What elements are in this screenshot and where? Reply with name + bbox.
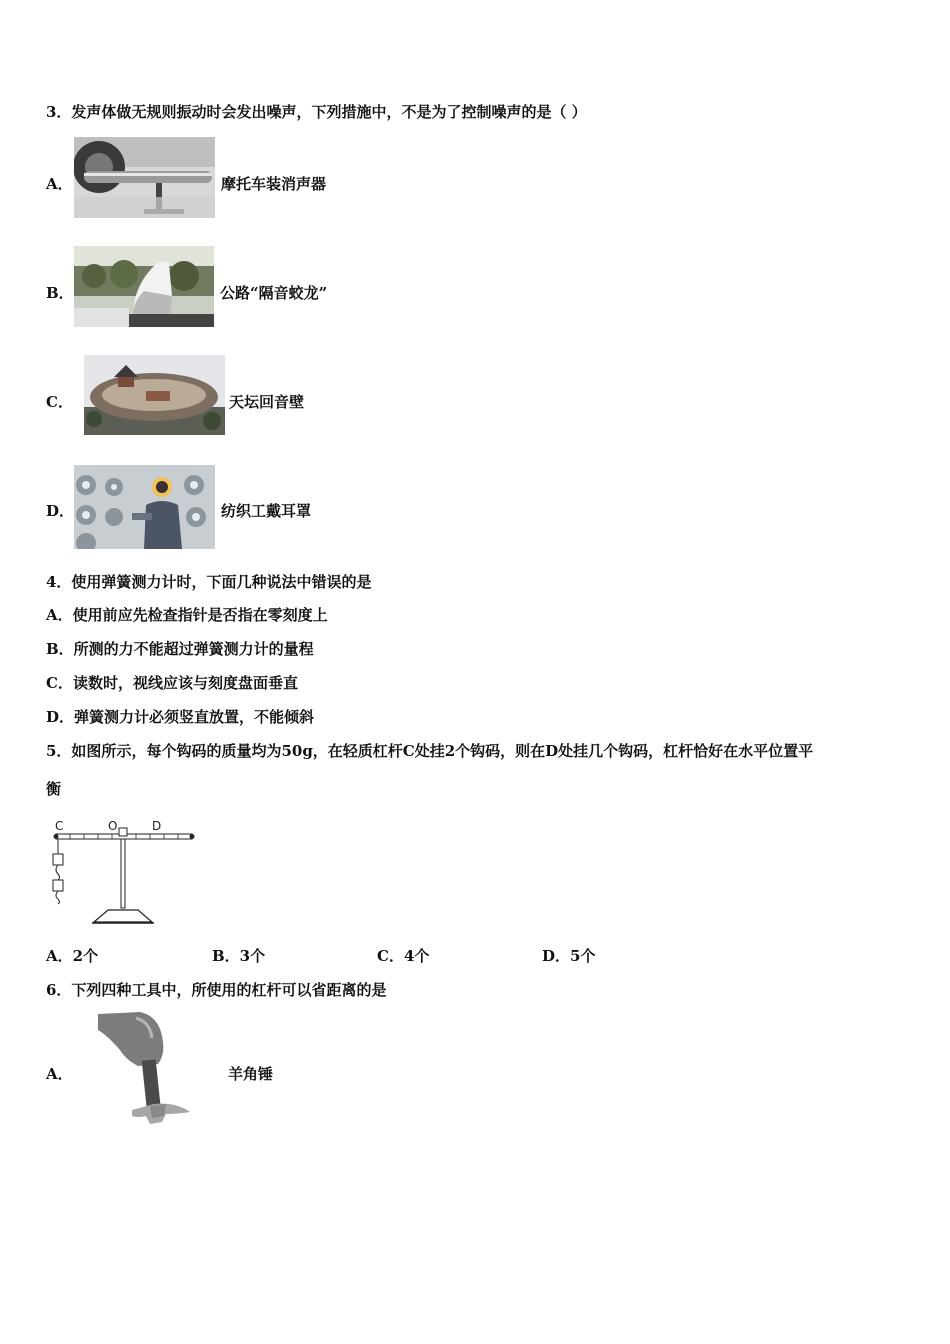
q3-option-d-text: 纺织工戴耳罩	[221, 502, 312, 520]
motorcycle-muffler-image	[74, 137, 215, 218]
q3-option-b-letter: B．	[46, 284, 74, 302]
q3-stem: 3．发声体做无规则振动时会发出噪声，下列措施中，不是为了控制噪声的是（ ）	[46, 103, 587, 121]
claw-hammer-image	[96, 1010, 196, 1127]
q4-stem: 4．使用弹簧测力计时，下面几种说法中错误的是	[46, 573, 372, 591]
textile-worker-earmuffs-image	[74, 465, 215, 549]
q5-option-c: C．4个	[377, 947, 430, 965]
temple-of-heaven-echo-wall-image	[84, 355, 225, 435]
q5-option-b: B．3个	[212, 947, 266, 965]
q3-option-c-letter: C．	[46, 393, 73, 411]
lever-diagram	[46, 814, 201, 926]
q4-option-d: D．弹簧测力计必须竖直放置，不能倾斜	[46, 708, 315, 726]
q4-option-a: A．使用前应先检查指针是否指在零刻度上	[46, 606, 328, 624]
q3-option-d-letter: D．	[46, 502, 75, 520]
q3-option-c-text: 天坛回音壁	[229, 393, 305, 411]
q3-option-a-letter: A．	[46, 175, 73, 193]
highway-sound-barrier-image	[74, 246, 214, 327]
q3-option-b-text: 公路“隔音蛟龙”	[220, 284, 328, 302]
q3-option-a-text: 摩托车装消声器	[221, 175, 327, 193]
lever-label-d: D	[152, 819, 162, 833]
q6-option-a-letter: A．	[46, 1065, 73, 1083]
lever-label-o: O	[108, 819, 118, 833]
q5-stem-line1: 5．如图所示，每个钩码的质量均为50g，在轻质杠杆C处挂2个钩码，则在D处挂几个钩码，杠杆恰好在水平位置平	[46, 742, 814, 760]
q6-stem: 6．下列四种工具中，所使用的杠杆可以省距离的是	[46, 981, 387, 999]
q5-option-d: D．5个	[542, 947, 596, 965]
lever-label-c: C	[55, 819, 64, 833]
q4-option-b: B．所测的力不能超过弹簧测力计的量程	[46, 640, 314, 658]
q4-option-c: C．读数时，视线应该与刻度盘面垂直	[46, 674, 298, 692]
q6-option-a-text: 羊角锤	[228, 1065, 274, 1083]
q5-stem-line2: 衡	[46, 780, 62, 798]
q5-option-a: A．2个	[46, 947, 99, 965]
